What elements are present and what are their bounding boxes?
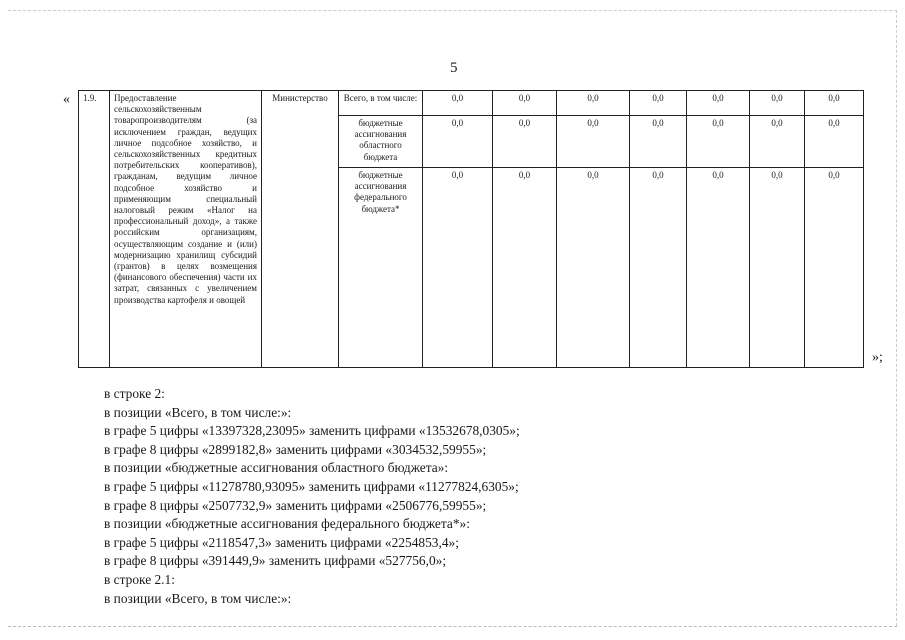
row-number: 1.9. <box>79 91 110 368</box>
amendment-table <box>78 90 864 368</box>
table-cell: 0,0 <box>805 116 864 168</box>
instruction-line: в позиции «бюджетные ассигнования областного бюджета»: <box>104 460 449 476</box>
quote-open: « <box>63 92 70 107</box>
table-cell: 0,0 <box>805 168 864 368</box>
table-cell: 0,0 <box>423 168 493 368</box>
table-cell: 0,0 <box>493 116 557 168</box>
instruction-line: в графе 5 цифры «11278780,93095» заменить цифрами «11277824,6305»; <box>104 478 519 494</box>
instruction-line: в графе 8 цифры «2899182,8» заменить цифрами «3034532,59955»; <box>104 441 487 457</box>
table-cell: 0,0 <box>750 168 805 368</box>
table-cell: 0,0 <box>493 168 557 368</box>
page-edge-bottom <box>8 626 897 627</box>
table-cell: 0,0 <box>687 91 750 116</box>
quote-close: »; <box>872 350 883 365</box>
page-number: 5 <box>450 60 458 76</box>
table-cell: 0,0 <box>423 91 493 116</box>
table-cell: 0,0 <box>750 116 805 168</box>
instruction-line: в позиции «Всего, в том числе:»: <box>104 404 292 420</box>
table-cell: 0,0 <box>493 91 557 116</box>
table-cell: 0,0 <box>557 168 630 368</box>
table-cell: 0,0 <box>687 168 750 368</box>
table-cell: 0,0 <box>423 116 493 168</box>
table-row <box>79 91 864 116</box>
page-edge-right <box>896 10 897 626</box>
amendment-instructions <box>104 385 804 608</box>
instruction-line: в строке 2: <box>104 386 165 401</box>
table-cell: 0,0 <box>557 91 630 116</box>
table-cell: 0,0 <box>630 116 687 168</box>
table-cell: 0,0 <box>687 116 750 168</box>
page-edge-top <box>8 10 897 11</box>
table-cell: 0,0 <box>630 168 687 368</box>
instruction-line: в позиции «бюджетные ассигнования федерального бюджета*»: <box>104 516 470 532</box>
instruction-line: в графе 5 цифры «2118547,3» заменить цифрами «2254853,4»; <box>104 534 459 550</box>
table-cell: 0,0 <box>750 91 805 116</box>
instruction-line: в графе 8 цифры «2507732,9» заменить цифрами «2506776,59955»; <box>104 497 487 513</box>
funding-source: Всего, в том числе: <box>339 91 423 116</box>
funding-source: бюджетные ассигнования федерального бюджета* <box>339 168 423 368</box>
instruction-line: в графе 5 цифры «13397328,23095» заменить цифрами «13532678,0305»; <box>104 423 520 439</box>
row-description: Предоставление сельскохозяйственным товаропроизводителям (за исключением граждан, ведущих личное подсобное хозяйство, и сельскохозяйственных кредитных потребительских кооперативов), гражданам, ведущим личное подсобное хозяйство и применяющим специальный налоговый режим «Налог на профессиональный доход», а также российским организациям, осуществляющим создание и (или) модернизацию хранилищ субсидий (грантов) в целях возмещения (финансового обеспечения) части их затрат, связанных с увеличением производства картофеля и овощей <box>110 91 262 368</box>
instruction-line: в позиции «Всего, в том числе:»: <box>104 590 292 606</box>
table-cell: 0,0 <box>805 91 864 116</box>
responsible-organization: Министерство <box>262 91 339 368</box>
funding-source: бюджетные ассигнования областного бюджета <box>339 116 423 168</box>
table-cell: 0,0 <box>630 91 687 116</box>
instruction-line: в строке 2.1: <box>104 571 175 587</box>
table-cell: 0,0 <box>557 116 630 168</box>
instruction-line: в графе 8 цифры «391449,9» заменить цифрами «527756,0»; <box>104 553 447 569</box>
